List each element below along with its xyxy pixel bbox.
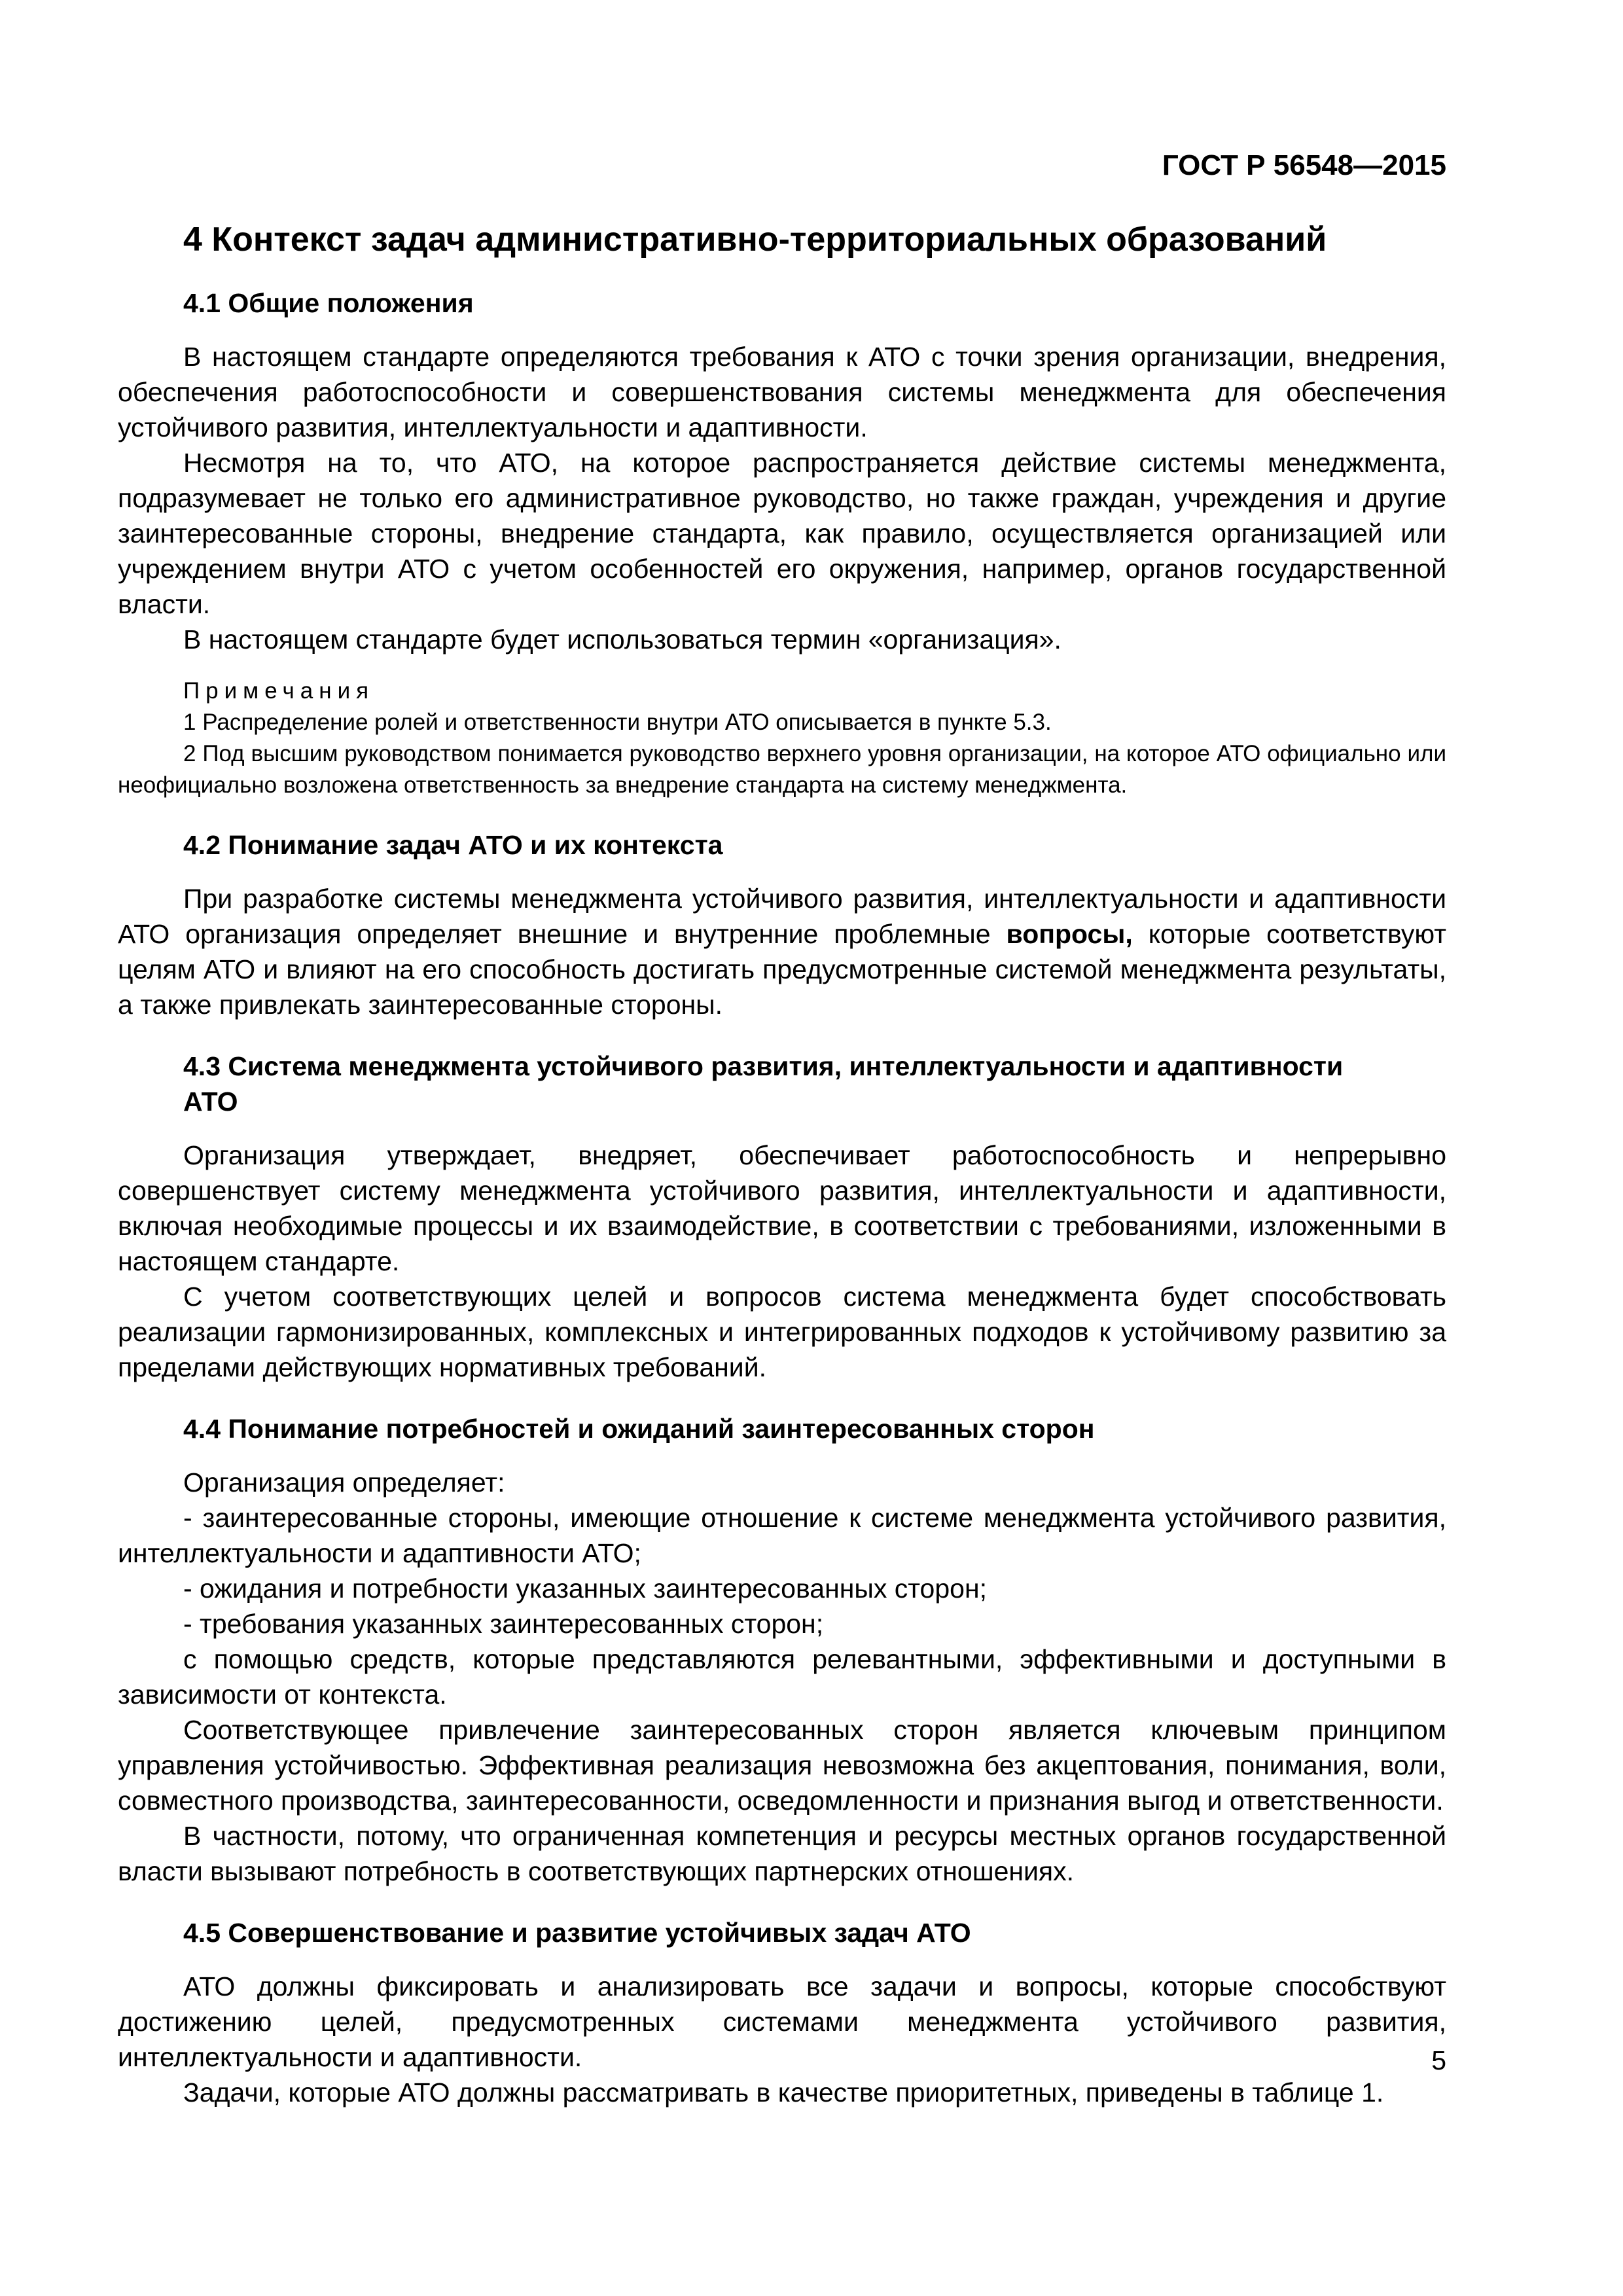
requirements-list <box>118 1500 1446 1641</box>
list-item: - заинтересованные стороны, имеющие отношение к системе менеджмента устойчивого развития, интеллектуальности и адаптивности АТО; <box>118 1503 1446 1568</box>
paragraph: АТО должны фиксировать и анализировать все задачи и вопросы, которые способствуют достижению целей, предусмотренных системами менеджмента устойчивого развития, интеллектуальности и адаптивности. <box>118 1971 1446 2072</box>
paragraph-text: При разработке системы менеджмента устойчивого развития, интеллектуальности и адаптивности АТО организация определяет внешние и внутренние проблемные <box>118 884 1446 949</box>
subsection-title-line: 4.3 Система менеджмента устойчивого развития, интеллектуальности и адаптивности <box>183 1051 1344 1081</box>
subsection-title-4-4: 4.4 Понимание потребностей и ожиданий заинтересованных сторон <box>183 1414 1095 1444</box>
note: 1 Распределение ролей и ответственности внутри АТО описывается в пункте 5.3. <box>183 709 1052 735</box>
paragraph <box>118 881 1446 1022</box>
paragraph: Несмотря на то, что АТО, на которое распространяется действие системы менеджмента, подразумевает не только его административное руководство, но также граждан, учреждения и другие заинтересованные стороны, внедрение стандарта, как правило, осуществляется организацией или учреждением внутри АТО с учетом особенностей его окружения, например, органов государственной власти. <box>118 448 1446 619</box>
paragraph: Соответствующее привлечение заинтересованных сторон является ключевым принципом управления устойчивостью. Эффективная реализация невозможна без акцептования, понимания, воли, совместного производства, заинтересованности, осведомленности и признания выгод и ответственности. <box>118 1715 1446 1816</box>
paragraph: Организация утверждает, внедряет, обеспечивает работоспособность и непрерывно совершенствует систему менеджмента устойчивого развития, интеллектуальности и адаптивности, включая необходимые процессы и их взаимодействие, в соответствии с требованиями, изложенными в настоящем стандарте. <box>118 1140 1446 1276</box>
subsection-title-4-3 <box>118 1049 1446 1119</box>
paragraph: В частности, потому, что ограниченная компетенция и ресурсы местных органов государственной власти вызывают потребность в соответствующих партнерских отношениях. <box>118 1821 1446 1886</box>
subsection-title-4-1: 4.1 Общие положения <box>183 288 474 318</box>
list-item: - ожидания и потребности указанных заинтересованных сторон; <box>183 1573 987 1604</box>
bold-term: вопросы, <box>1006 919 1133 949</box>
paragraph: Задачи, которые АТО должны рассматривать в качестве приоритетных, приведены в таблице 1. <box>183 2077 1384 2108</box>
page-number: 5 <box>1431 2045 1446 2075</box>
paragraph: В настоящем стандарте будет использоваться термин «организация». <box>183 624 1061 655</box>
note: 2 Под высшим руководством понимается руководство верхнего уровня организации, на которое АТО официально или неофициально возложена ответственность за внедрение стандарта на систему менеджмента. <box>118 741 1446 798</box>
paragraph: В настоящем стандарте определяются требования к АТО с точки зрения организации, внедрения, обеспечения работоспособности и совершенствования системы менеджмента для обеспечения устойчивого развития, интеллектуальности и адаптивности. <box>118 342 1446 442</box>
page-content <box>118 216 1446 2110</box>
paragraph: с помощью средств, которые представляются релевантными, эффективными и доступными в зависимости от контекста. <box>118 1644 1446 1710</box>
subsection-title-4-5: 4.5 Совершенствование и развитие устойчивых задач АТО <box>183 1918 971 1948</box>
section-title: 4 Контекст задач административно-территориальных образований <box>183 221 1327 259</box>
notes-block <box>118 675 1446 801</box>
paragraph-text: которые соответствуют целям АТО и влияют на его способность достигать предусмотренные системой менеджмента результаты, а также привлекать заинтересованные стороны. <box>118 919 1446 1020</box>
paragraph: Организация определяет: <box>183 1467 505 1498</box>
list-item: - требования указанных заинтересованных сторон; <box>183 1609 824 1639</box>
paragraph: С учетом соответствующих целей и вопросов система менеджмента будет способствовать реализации гармонизированных, комплексных и интегрированных подходов к устойчивому развитию за пределами действующих нормативных требований. <box>118 1282 1446 1382</box>
subsection-title-4-2: 4.2 Понимание задач АТО и их контекста <box>183 830 723 860</box>
subsection-title-line: АТО <box>183 1086 238 1117</box>
document-code: ГОСТ Р 56548—2015 <box>1162 149 1446 181</box>
notes-label: Примечания <box>183 678 375 704</box>
